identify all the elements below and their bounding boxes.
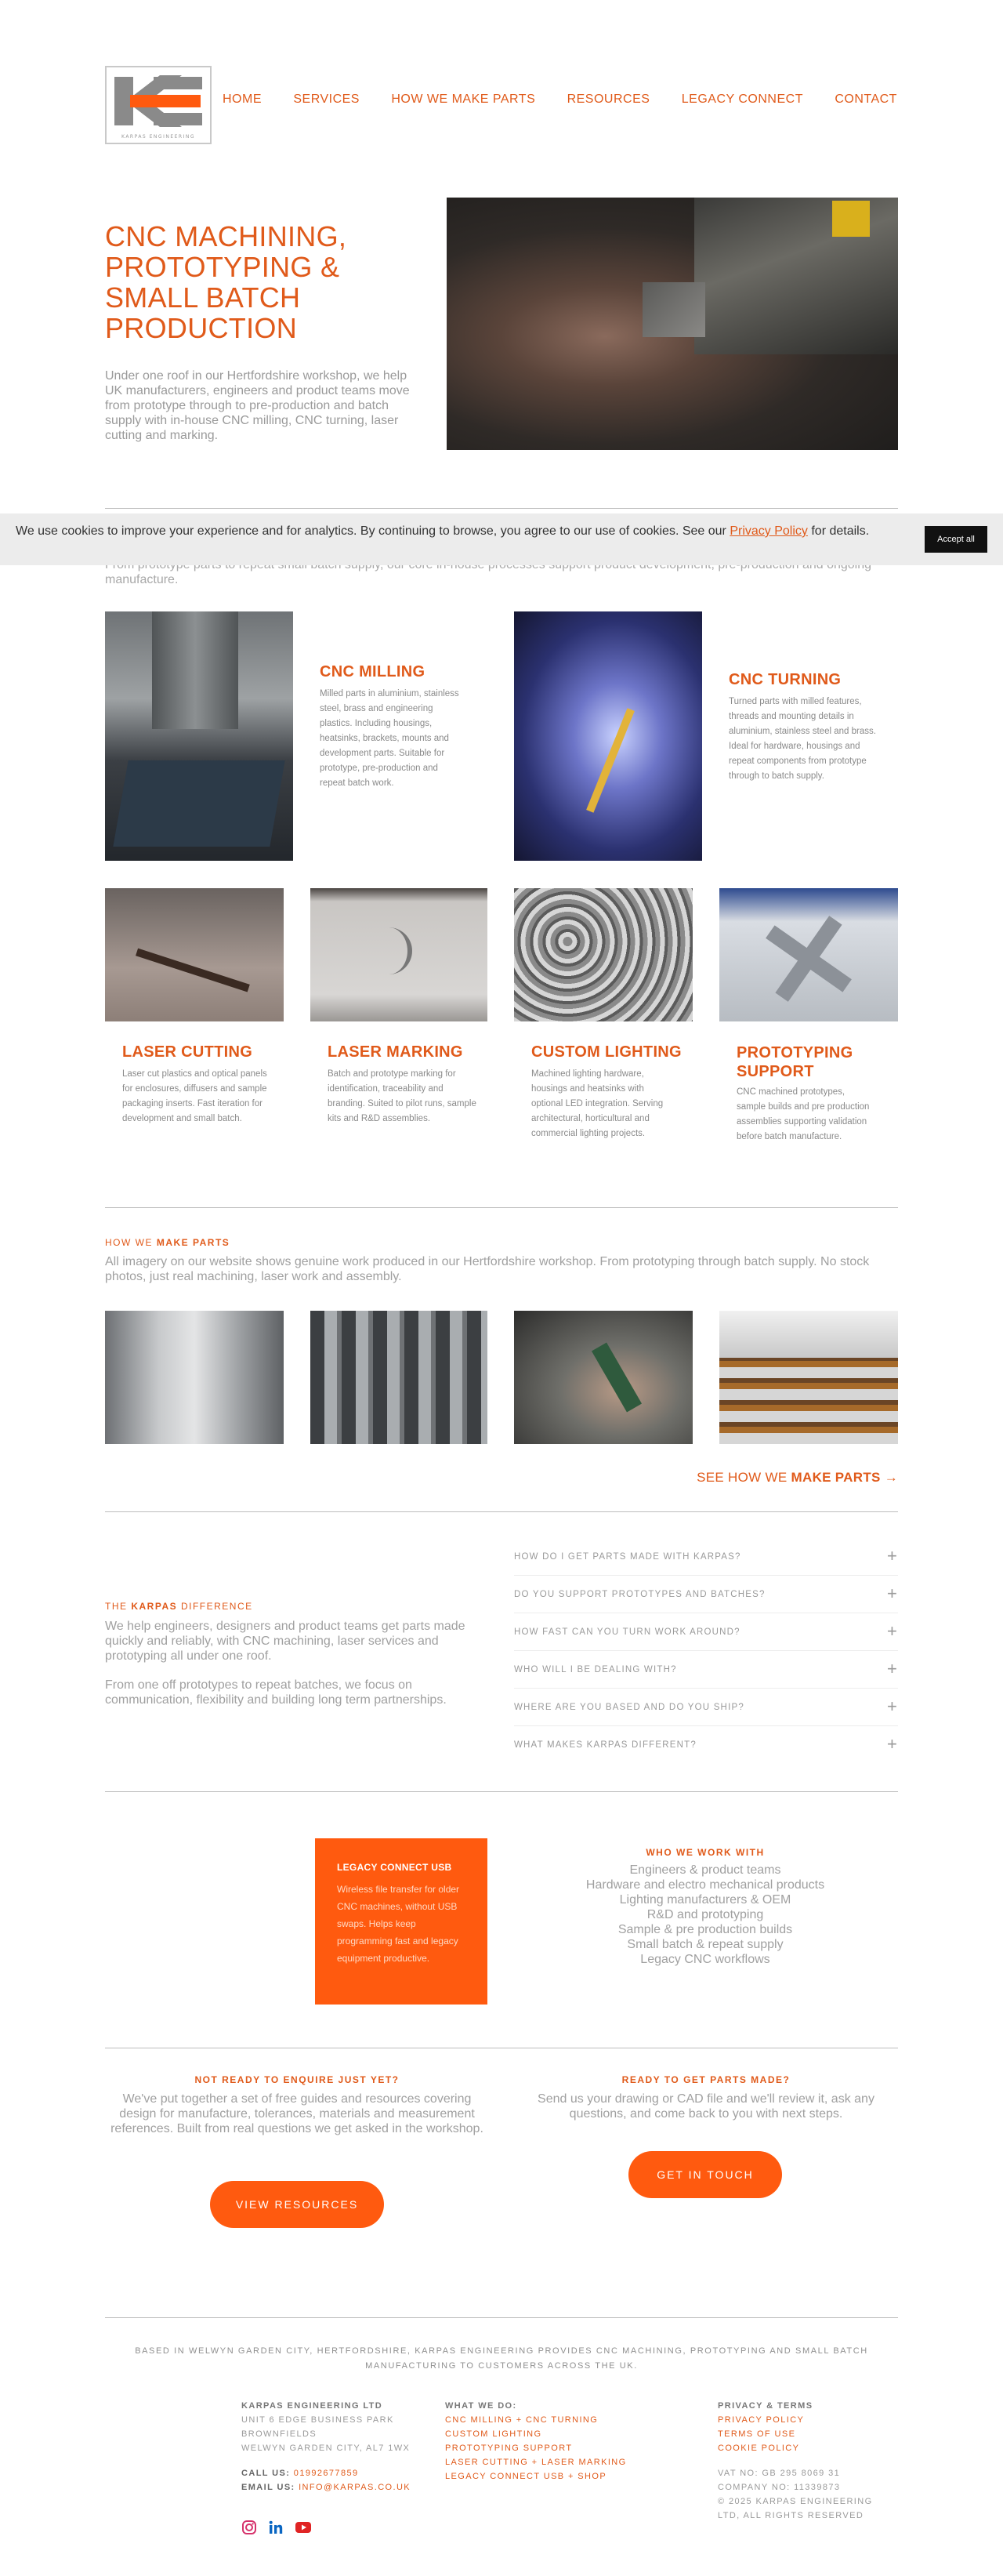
workshop-photo bbox=[105, 1311, 284, 1444]
resources-kicker: NOT READY TO ENQUIRE JUST YET? bbox=[194, 2074, 400, 2085]
divider bbox=[105, 508, 898, 509]
laser-cutting-image bbox=[105, 888, 284, 1021]
plus-icon: + bbox=[886, 1546, 898, 1566]
view-resources-button[interactable]: VIEW RESOURCES bbox=[210, 2181, 384, 2228]
nav-resources[interactable]: RESOURCES bbox=[567, 93, 650, 106]
faq-item[interactable]: WHERE ARE YOU BASED AND DO YOU SHIP? + bbox=[514, 1689, 898, 1726]
plus-icon: + bbox=[886, 1734, 898, 1754]
call-label: CALL US: bbox=[241, 2469, 294, 2478]
who-we-work-with bbox=[549, 1847, 862, 1967]
legacy-text: Wireless file transfer for older CNC machines, without USB swaps. Helps keep programming fast and legacy equipment productive. bbox=[337, 1884, 460, 1964]
who-item: Lighting manufacturers & OEM bbox=[619, 1893, 791, 1907]
nav-legacy-connect[interactable]: LEGACY CONNECT bbox=[681, 93, 803, 106]
vat-number: VAT NO: GB 295 8069 31 bbox=[718, 2469, 841, 2478]
cookie-policy-link[interactable]: COOKIE POLICY bbox=[718, 2444, 800, 2453]
hero-title: CNC MACHINING, PROTOTYPING & SMALL BATCH PRODUCTION bbox=[105, 220, 347, 344]
privacy-policy-link[interactable]: Privacy Policy bbox=[730, 524, 808, 538]
see-how-we-make-parts-link[interactable]: SEE HOW WE MAKE PARTS → bbox=[697, 1470, 898, 1485]
cnc-milling-text: Milled parts in aluminium, stainless steel, brass and engineering plastics. Including housings, heatsinks, brackets, mounts and development parts. Suitable for prototype, pre-production and repeat batch work. bbox=[320, 689, 459, 788]
laser-marking-text: Batch and prototype marking for identification, traceability and branding. Suited to pilot runs, sample kits and R&D assemblies. bbox=[328, 1069, 476, 1123]
plus-icon: + bbox=[886, 1621, 898, 1641]
plus-icon: + bbox=[886, 1659, 898, 1678]
enquire-cta bbox=[514, 2074, 898, 2121]
footer-about: BASED IN WELWYN GARDEN CITY, HERTFORDSHIRE, KARPAS ENGINEERING PROVIDES CNC MACHINING, PROTOTYPING AND SMALL BATCH MANUFACTURING TO CUSTOMERS ACROSS THE UK. bbox=[135, 2346, 868, 2371]
faq-item[interactable]: HOW FAST CAN YOU TURN WORK AROUND? + bbox=[514, 1613, 898, 1651]
difference-text-1: We help engineers, designers and product teams get parts made quickly and reliably, with CNC machining, laser services and prototyping all under one roof. bbox=[105, 1620, 465, 1663]
footer-address-line: UNIT 6 EDGE BUSINESS PARK bbox=[241, 2415, 394, 2425]
footer-legal bbox=[718, 2399, 906, 2523]
footer-link[interactable]: CUSTOM LIGHTING bbox=[445, 2429, 542, 2439]
social-links bbox=[241, 2520, 310, 2535]
faq-item[interactable]: WHAT MAKES KARPAS DIFFERENT? + bbox=[514, 1734, 898, 1754]
footer-link[interactable]: LEGACY CONNECT USB + SHOP bbox=[445, 2472, 607, 2481]
difference-text-2: From one off prototypes to repeat batches, we focus on communication, flexibility and building long term partnerships. bbox=[105, 1678, 447, 1707]
cnc-milling-title: CNC MILLING bbox=[320, 663, 425, 680]
footer-address-line: BROWNFIELDS bbox=[241, 2429, 317, 2439]
workshop-photo bbox=[514, 1311, 693, 1444]
accept-cookies-button[interactable]: Accept all bbox=[925, 526, 987, 553]
faq-item[interactable]: WHO WILL I BE DEALING WITH? + bbox=[514, 1651, 898, 1689]
faq-item[interactable]: HOW DO I GET PARTS MADE WITH KARPAS? + bbox=[514, 1538, 898, 1576]
cookie-text-end: for details. bbox=[811, 524, 870, 538]
footer-what-we-do bbox=[445, 2399, 649, 2483]
who-item: Engineers & product teams bbox=[629, 1863, 781, 1877]
main-nav bbox=[223, 93, 897, 107]
prototyping-image bbox=[719, 888, 898, 1021]
footer-address-line: WELWYN GARDEN CITY, AL7 1WX bbox=[241, 2444, 411, 2453]
footer-link[interactable]: LASER CUTTING + LASER MARKING bbox=[445, 2458, 627, 2467]
how-text: All imagery on our website shows genuine work produced in our Hertfordshire workshop. From prototyping through batch supply. No stock photos, just real machining, laser work and assembly. bbox=[105, 1255, 870, 1283]
phone-link[interactable]: 01992677859 bbox=[293, 2469, 359, 2478]
cnc-turning-image bbox=[514, 611, 702, 861]
prototyping-text: CNC machined prototypes, sample builds and pre production assemblies supporting validation before batch manufacture. bbox=[737, 1087, 870, 1141]
company-number: COMPANY NO: 11339873 bbox=[718, 2483, 841, 2492]
divider bbox=[105, 1511, 898, 1512]
logo[interactable] bbox=[105, 66, 212, 144]
logo-subtitle: KARPAS ENGINEERING bbox=[121, 134, 195, 140]
what-we-do-heading: WHAT WE DO: bbox=[445, 2401, 517, 2411]
laser-cutting-text: Laser cut plastics and optical panels for enclosures, diffusers and sample packaging inserts. Fast iteration for development and small batch. bbox=[122, 1069, 267, 1123]
who-kicker: WHO WE WORK WITH bbox=[646, 1847, 765, 1858]
cnc-milling-image bbox=[105, 611, 293, 861]
divider bbox=[105, 1791, 898, 1792]
footer-link[interactable]: CNC MILLING + CNC TURNING bbox=[445, 2415, 599, 2425]
nav-services[interactable]: SERVICES bbox=[293, 93, 360, 106]
cnc-turning-title: CNC TURNING bbox=[729, 671, 842, 688]
footer-link[interactable]: PROTOTYPING SUPPORT bbox=[445, 2444, 573, 2453]
divider bbox=[105, 2317, 898, 2318]
laser-marking-title: LASER MARKING bbox=[328, 1043, 463, 1061]
youtube-icon[interactable] bbox=[295, 2520, 310, 2535]
workshop-photo bbox=[310, 1311, 487, 1444]
custom-lighting-text: Machined lighting hardware, housings and heatsinks with optional LED integration. Serving architectural, horticultural and commercial lighting projects. bbox=[531, 1069, 664, 1138]
custom-lighting-image bbox=[514, 888, 693, 1021]
email-label: EMAIL US: bbox=[241, 2483, 299, 2492]
enquire-text: Send us your drawing or CAD file and we'll review it, ask any questions, and come back to you with next steps. bbox=[538, 2092, 874, 2121]
terms-link[interactable]: TERMS OF USE bbox=[718, 2429, 796, 2439]
resources-cta bbox=[105, 2074, 489, 2136]
faq-accordion bbox=[514, 1538, 898, 1764]
email-link[interactable]: INFO@KARPAS.CO.UK bbox=[299, 2483, 411, 2492]
hero-text: Under one roof in our Hertfordshire workshop, we help UK manufacturers, engineers and product teams move from prototype through to pre-production and batch supply with in-house CNC milling, CNC turning, laser cutting and marking. bbox=[105, 369, 410, 442]
laser-cutting-title: LASER CUTTING bbox=[122, 1043, 253, 1061]
logo-mark bbox=[113, 72, 207, 130]
who-item: Hardware and electro mechanical products bbox=[585, 1878, 825, 1892]
privacy-policy-footer-link[interactable]: PRIVACY POLICY bbox=[718, 2415, 805, 2425]
footer-contact bbox=[241, 2399, 414, 2494]
linkedin-icon[interactable] bbox=[268, 2520, 284, 2535]
nav-how-we-make-parts[interactable]: HOW WE MAKE PARTS bbox=[391, 93, 536, 106]
how-kicker: HOW WE MAKE PARTS bbox=[105, 1237, 230, 1248]
legacy-connect-card[interactable] bbox=[315, 1838, 487, 2005]
nav-contact[interactable]: CONTACT bbox=[835, 93, 897, 106]
divider bbox=[105, 1207, 898, 1208]
faq-item[interactable]: DO YOU SUPPORT PROTOTYPES AND BATCHES? + bbox=[514, 1576, 898, 1613]
who-item: R&D and prototyping bbox=[646, 1908, 764, 1921]
who-item: Sample & pre production builds bbox=[617, 1923, 793, 1936]
footer-company: KARPAS ENGINEERING LTD bbox=[241, 2401, 383, 2411]
workshop-photo bbox=[719, 1311, 898, 1444]
cnc-turning-text: Turned parts with milled features, threads and mounting details in aluminium, stainless steel and brass. Ideal for hardware, housings and repeat components from prototype through to batch supply. bbox=[729, 697, 876, 781]
get-in-touch-button[interactable]: GET IN TOUCH bbox=[628, 2151, 782, 2198]
who-item: Legacy CNC workflows bbox=[640, 1953, 770, 1966]
privacy-heading: PRIVACY & TERMS bbox=[718, 2401, 813, 2411]
copyright: © 2025 KARPAS ENGINEERING LTD, ALL RIGHTS RESERVED bbox=[718, 2497, 873, 2520]
cookie-banner bbox=[0, 513, 1003, 565]
prototyping-title: PROTOTYPING SUPPORT bbox=[737, 1044, 853, 1080]
plus-icon: + bbox=[886, 1584, 898, 1603]
laser-marking-image bbox=[310, 888, 487, 1021]
plus-icon: + bbox=[886, 1696, 898, 1716]
legacy-title: LEGACY CONNECT USB bbox=[337, 1862, 452, 1873]
custom-lighting-title: CUSTOM LIGHTING bbox=[531, 1043, 682, 1061]
difference-kicker: THE KARPAS DIFFERENCE bbox=[105, 1601, 253, 1612]
hero-image bbox=[447, 198, 898, 450]
resources-text: We've put together a set of free guides and resources covering design for manufacture, tolerances, materials and measurement references. Built from real questions we get asked in the workshop. bbox=[110, 2092, 483, 2135]
nav-home[interactable]: HOME bbox=[223, 93, 262, 106]
who-item: Small batch & repeat supply bbox=[627, 1938, 784, 1951]
cookie-text: We use cookies to improve your experience and for analytics. By continuing to browse, you agree to our use of cookies. See our bbox=[16, 524, 726, 538]
instagram-icon[interactable] bbox=[241, 2520, 257, 2535]
services-intro: manufacture. bbox=[105, 573, 179, 586]
enquire-kicker: READY TO GET PARTS MADE? bbox=[621, 2074, 791, 2085]
